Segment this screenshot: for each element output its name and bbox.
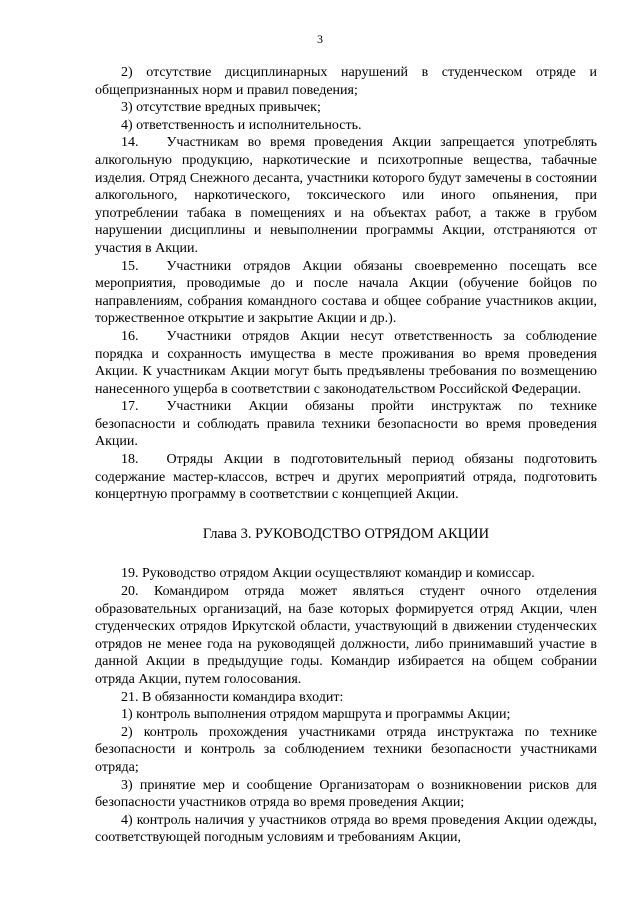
chapter-heading: Глава 3. РУКОВОДСТВО ОТРЯДОМ АКЦИИ [202, 525, 490, 542]
paragraph-item-4: 4) ответственность и исполнительность. [121, 117, 362, 133]
document-body [95, 64, 597, 847]
paragraph-21: 21. В обязанности командира входит: [121, 689, 344, 705]
paragraph-item-3: 3) отсутствие вредных привычек; [121, 100, 321, 116]
paragraph-21-item-4: 4) контроль наличия у участников отряда во время проведения Акции одежды, соответствующей погодным условиям и требованиям Акции, [95, 812, 597, 846]
paragraph-20: 20. Командиром отряда может являться студент очного отделения образовательных организаций, на базе которых формируется отряд Акции, член студенческих отрядов Иркутской области, участвующий в движении студенческих отрядов не менее года на руководящей должности, либо принимавший участие в данной Акции в предыдущие годы. Командир избирается на общем собрании отряда Акции, путем голосования. [95, 584, 597, 687]
paragraph-19: 19. Руководство отрядом Акции осуществляют командир и комиссар. [121, 566, 535, 582]
paragraph-17: 17. Участники Акции обязаны пройти инструктаж по технике безопасности и соблюдать правила техники безопасности во время проведения Акции. [95, 399, 597, 450]
paragraph-21-item-1: 1) контроль выполнения отрядом маршрута и программы Акции; [121, 707, 511, 723]
page-number: 3 [317, 32, 323, 46]
paragraph-16: 16. Участники отрядов Акции несут ответственность за соблюдение порядка и сохранность имущества в месте проживания во время проведения Акции. К участникам Акции могут быть предъявлены требования по возмещению нанесенного ущерба в соответствии с законодательством Российской Федерации. [95, 328, 597, 397]
paragraph-21-item-2: 2) контроль прохождения участниками отряда инструктажа по технике безопасности и контроль за соблюдением техники безопасности участниками отряда; [95, 724, 597, 775]
paragraph-15: 15. Участники отрядов Акции обязаны своевременно посещать все мероприятия, проводимые до и после начала Акции (обучение бойцов по направлениям, собрания командного состава и общее собрание участников акции, торжественное открытие и закрытие Акции и др.). [95, 258, 597, 327]
paragraph-14: 14. Участникам во время проведения Акции запрещается употреблять алкогольную продукцию, наркотические и психотропные вещества, табачные изделия. Отряд Снежного десанта, участники которого будут замечены в состоянии алкогольного, наркотического, токсического или иного опьянения, при употреблении табака в помещениях и на объектах работ, а также в грубом нарушении дисциплины и невыполнении программы Акции, отстраняются от участия в Акции. [95, 135, 597, 256]
paragraph-21-item-3: 3) принятие мер и сообщение Организаторам о возникновении рисков для безопасности участников отряда во время проведения Акции; [95, 777, 597, 811]
paragraph-18: 18. Отряды Акции в подготовительный период обязаны подготовить содержание мастер-классов, встреч и других мероприятий отряда, подготовить концертную программу в соответствии с концепцией Акции. [95, 452, 597, 503]
paragraph-item-2: 2) отсутствие дисциплинарных нарушений в студенческом отряде и общепризнанных норм и правил поведения; [95, 65, 597, 98]
